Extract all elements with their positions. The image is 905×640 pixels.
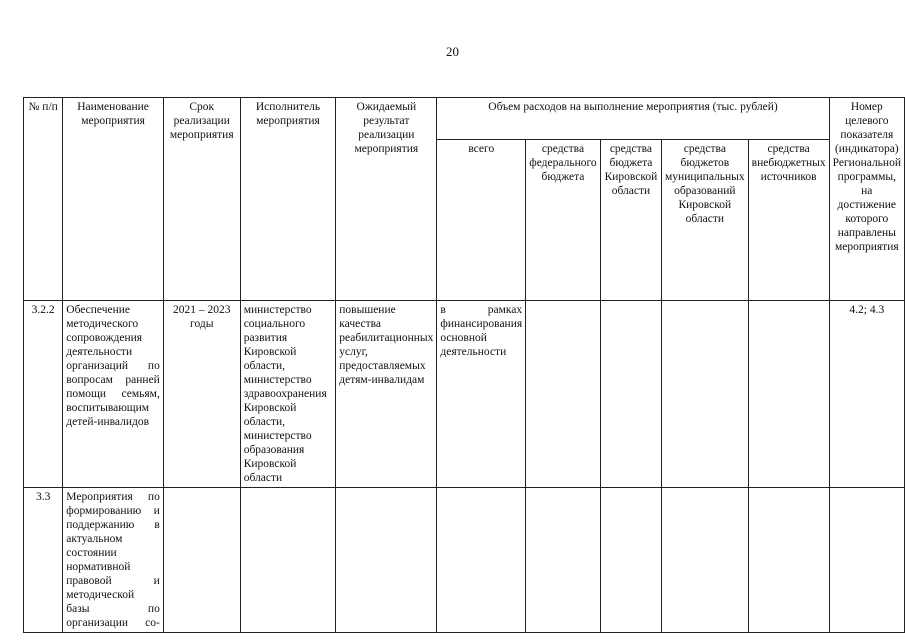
- row-num: 3.3: [24, 488, 63, 633]
- row-total: [437, 488, 526, 633]
- header-total: всего: [437, 140, 526, 301]
- header-extrabudget: средства внебюджетных источников: [748, 140, 829, 301]
- row-name: Обеспечение методического сопровождения деятельности организаций по вопросам ранней помощи семьям, воспитывающим детей-инвалидов: [63, 301, 164, 488]
- row-period: [163, 488, 240, 633]
- row-total: в рамках финансирования основной деятельности: [437, 301, 526, 488]
- row-indicator: [829, 488, 904, 633]
- row-period: 2021 – 2023 годы: [163, 301, 240, 488]
- activities-table: [23, 97, 905, 633]
- row-federal: [526, 301, 601, 488]
- page-number: 20: [446, 44, 459, 59]
- row-federal: [526, 488, 601, 633]
- row-extrabudget: [748, 488, 829, 633]
- row-name: Мероприятия по формированию и поддержанию в актуальном состоянии нормативной правовой и методической базы по организации со-: [63, 488, 164, 633]
- table-row: [24, 301, 905, 488]
- row-regional: [600, 301, 661, 488]
- header-result: Ожидаемый результат реализации мероприятия: [336, 98, 437, 301]
- row-municipal: [662, 488, 749, 633]
- table-row: [24, 488, 905, 633]
- row-municipal: [662, 301, 749, 488]
- row-executor: [240, 488, 336, 633]
- header-indicator: Номер целевого показателя (индикатора) Региональной программы, на достижение которого направлены мероприятия: [829, 98, 904, 301]
- row-result: [336, 488, 437, 633]
- row-extrabudget: [748, 301, 829, 488]
- header-expenses: Объем расходов на выполнение мероприятия (тыс. рублей): [437, 98, 829, 140]
- header-period: Срок реализации мероприятия: [163, 98, 240, 301]
- header-federal: средства федерального бюджета: [526, 140, 601, 301]
- row-num: 3.2.2: [24, 301, 63, 488]
- header-name: Наименование мероприятия: [63, 98, 164, 301]
- header-municipal: средства бюджетов муниципальных образований Кировской области: [662, 140, 749, 301]
- row-indicator: 4.2; 4.3: [829, 301, 904, 488]
- header-row-1: [24, 98, 905, 140]
- header-regional: средства бюджета Кировской области: [600, 140, 661, 301]
- row-result: повышение качества реабилитационных услуг, предоставляемых детям-инвалидам: [336, 301, 437, 488]
- header-num: № п/п: [24, 98, 63, 301]
- row-executor: министерство социального развития Кировской области, министерство здравоохранения Кировской области, министерство образования Кировской области: [240, 301, 336, 488]
- header-executor: Исполнитель мероприятия: [240, 98, 336, 301]
- row-regional: [600, 488, 661, 633]
